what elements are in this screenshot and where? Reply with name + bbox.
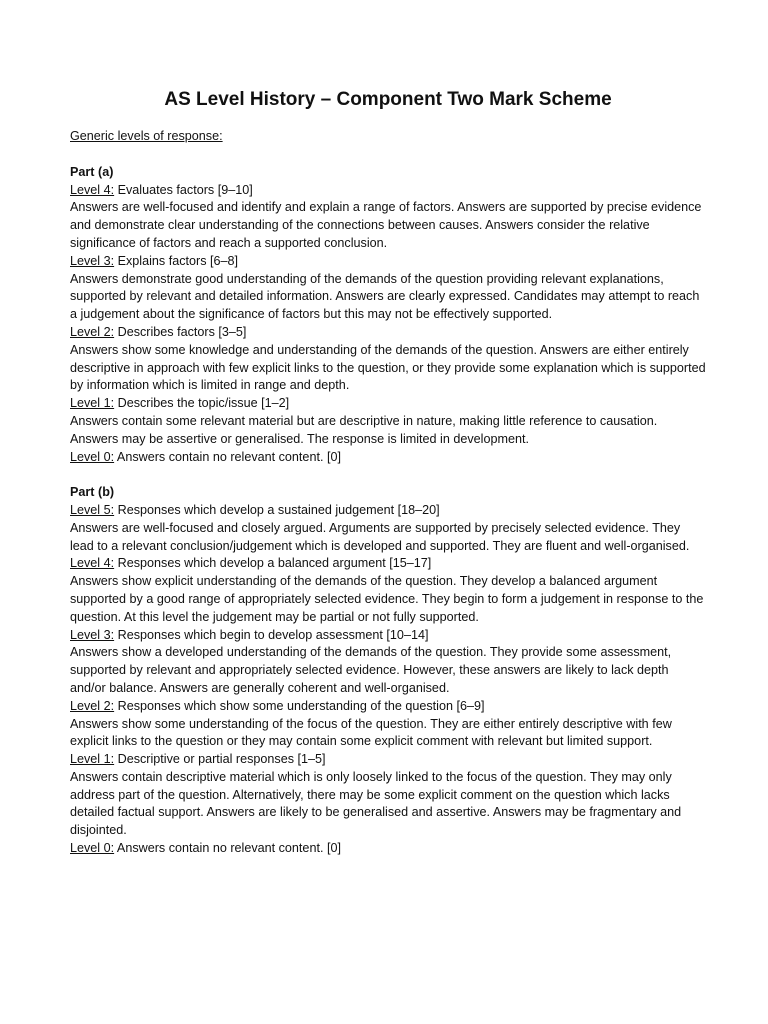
- part-heading: Part (b): [70, 485, 115, 500]
- level-label: Level 1:: [70, 752, 115, 767]
- level-heading: [70, 555, 706, 573]
- level-title: Responses which begin to develop assessment [10–14]: [117, 627, 429, 642]
- level-description: Answers contain some relevant material but are descriptive in nature, making little reference to causation. Answers may be assertive or generalised. The response is limited in development.: [70, 413, 658, 446]
- level-title: Responses which develop a balanced argument [15–17]: [117, 556, 432, 571]
- level-title: Descriptive or partial responses [1–5]: [117, 752, 326, 767]
- level-title: Explains factors [6–8]: [117, 253, 239, 268]
- level-title: Responses which develop a sustained judgement [18–20]: [117, 502, 440, 517]
- level-heading: [70, 840, 706, 858]
- level-label: Level 2:: [70, 698, 115, 713]
- part-b-section: [70, 484, 706, 858]
- level-description: Answers show explicit understanding of the demands of the question. They develop a balanced argument supported by a good range of appropriately selected evidence. They begin to form a judgement in response to the question. At this level the judgement may be partial or not fully supported.: [70, 574, 704, 624]
- level-description: Answers are well-focused and identify and explain a range of factors. Answers are supported by precise evidence and demonstrate clear understanding of the connections between causes. Answers consider the relative significance of factors and reach a supported conclusion.: [70, 200, 702, 250]
- level-heading: [70, 698, 706, 716]
- level-label: Level 1:: [70, 396, 115, 411]
- level-title: Describes the topic/issue [1–2]: [117, 396, 290, 411]
- level-title: Describes factors [3–5]: [117, 324, 247, 339]
- level-description: Answers are well-focused and closely argued. Arguments are supported by precisely selected evidence. They lead to a relevant conclusion/judgement which is developed and supported. They are fluent and well-organised.: [70, 520, 690, 553]
- level-heading: [70, 253, 706, 271]
- level-heading: [70, 324, 706, 342]
- level-description: Answers show a developed understanding of the demands of the question. They provide some assessment, supported by relevant and appropriately selected evidence. However, these answers are likely to lack depth and/or balance. Answers are generally coherent and well-organised.: [70, 645, 672, 695]
- level-label: Level 4:: [70, 556, 115, 571]
- level-label: Level 0:: [70, 841, 115, 856]
- level-heading: [70, 627, 706, 645]
- level-label: Level 5:: [70, 502, 115, 517]
- level-heading: [70, 182, 706, 200]
- level-heading: [70, 751, 706, 769]
- level-label: Level 2:: [70, 324, 115, 339]
- level-description: Answers demonstrate good understanding of the demands of the question providing relevant explanations, supported by relevant and detailed information. Answers are clearly expressed. Candidates may attempt to reach a judgement about the significance of factors but this may not be effectively supported.: [70, 271, 700, 322]
- level-description: Answers contain descriptive material which is only loosely linked to the focus of the question. They may only address part of the question. Alternatively, there may be some explicit comment on the question which lacks detailed factual support. Answers are likely to be generalised and assertive. Answers may be fragmentary and disjointed.: [70, 769, 682, 838]
- level-title: Responses which show some understanding of the question [6–9]: [117, 698, 485, 713]
- level-description: Answers show some understanding of the focus of the question. They are either entirely descriptive with few explicit links to the question or they may contain some explicit comment with relevant but limited support.: [70, 716, 672, 749]
- level-label: Level 3:: [70, 253, 115, 268]
- level-title: Answers contain no relevant content. [0]: [116, 841, 341, 856]
- part-heading: Part (a): [70, 164, 114, 179]
- level-label: Level 0:: [70, 449, 115, 464]
- level-heading: [70, 449, 706, 467]
- level-label: Level 3:: [70, 627, 115, 642]
- level-description: Answers show some knowledge and understanding of the demands of the question. Answers are either entirely descriptive in approach with few explicit links to the question, or they provide some explanation which is supported by information which is limited in range and depth.: [70, 342, 706, 393]
- level-heading: [70, 502, 706, 520]
- level-heading: [70, 395, 706, 413]
- subheading: Generic levels of response:: [70, 129, 223, 143]
- level-title: Evaluates factors [9–10]: [117, 182, 253, 197]
- level-title: Answers contain no relevant content. [0]: [116, 449, 341, 464]
- page-title: AS Level History – Component Two Mark Scheme: [164, 89, 612, 110]
- level-label: Level 4:: [70, 182, 115, 197]
- part-a-section: [70, 164, 706, 467]
